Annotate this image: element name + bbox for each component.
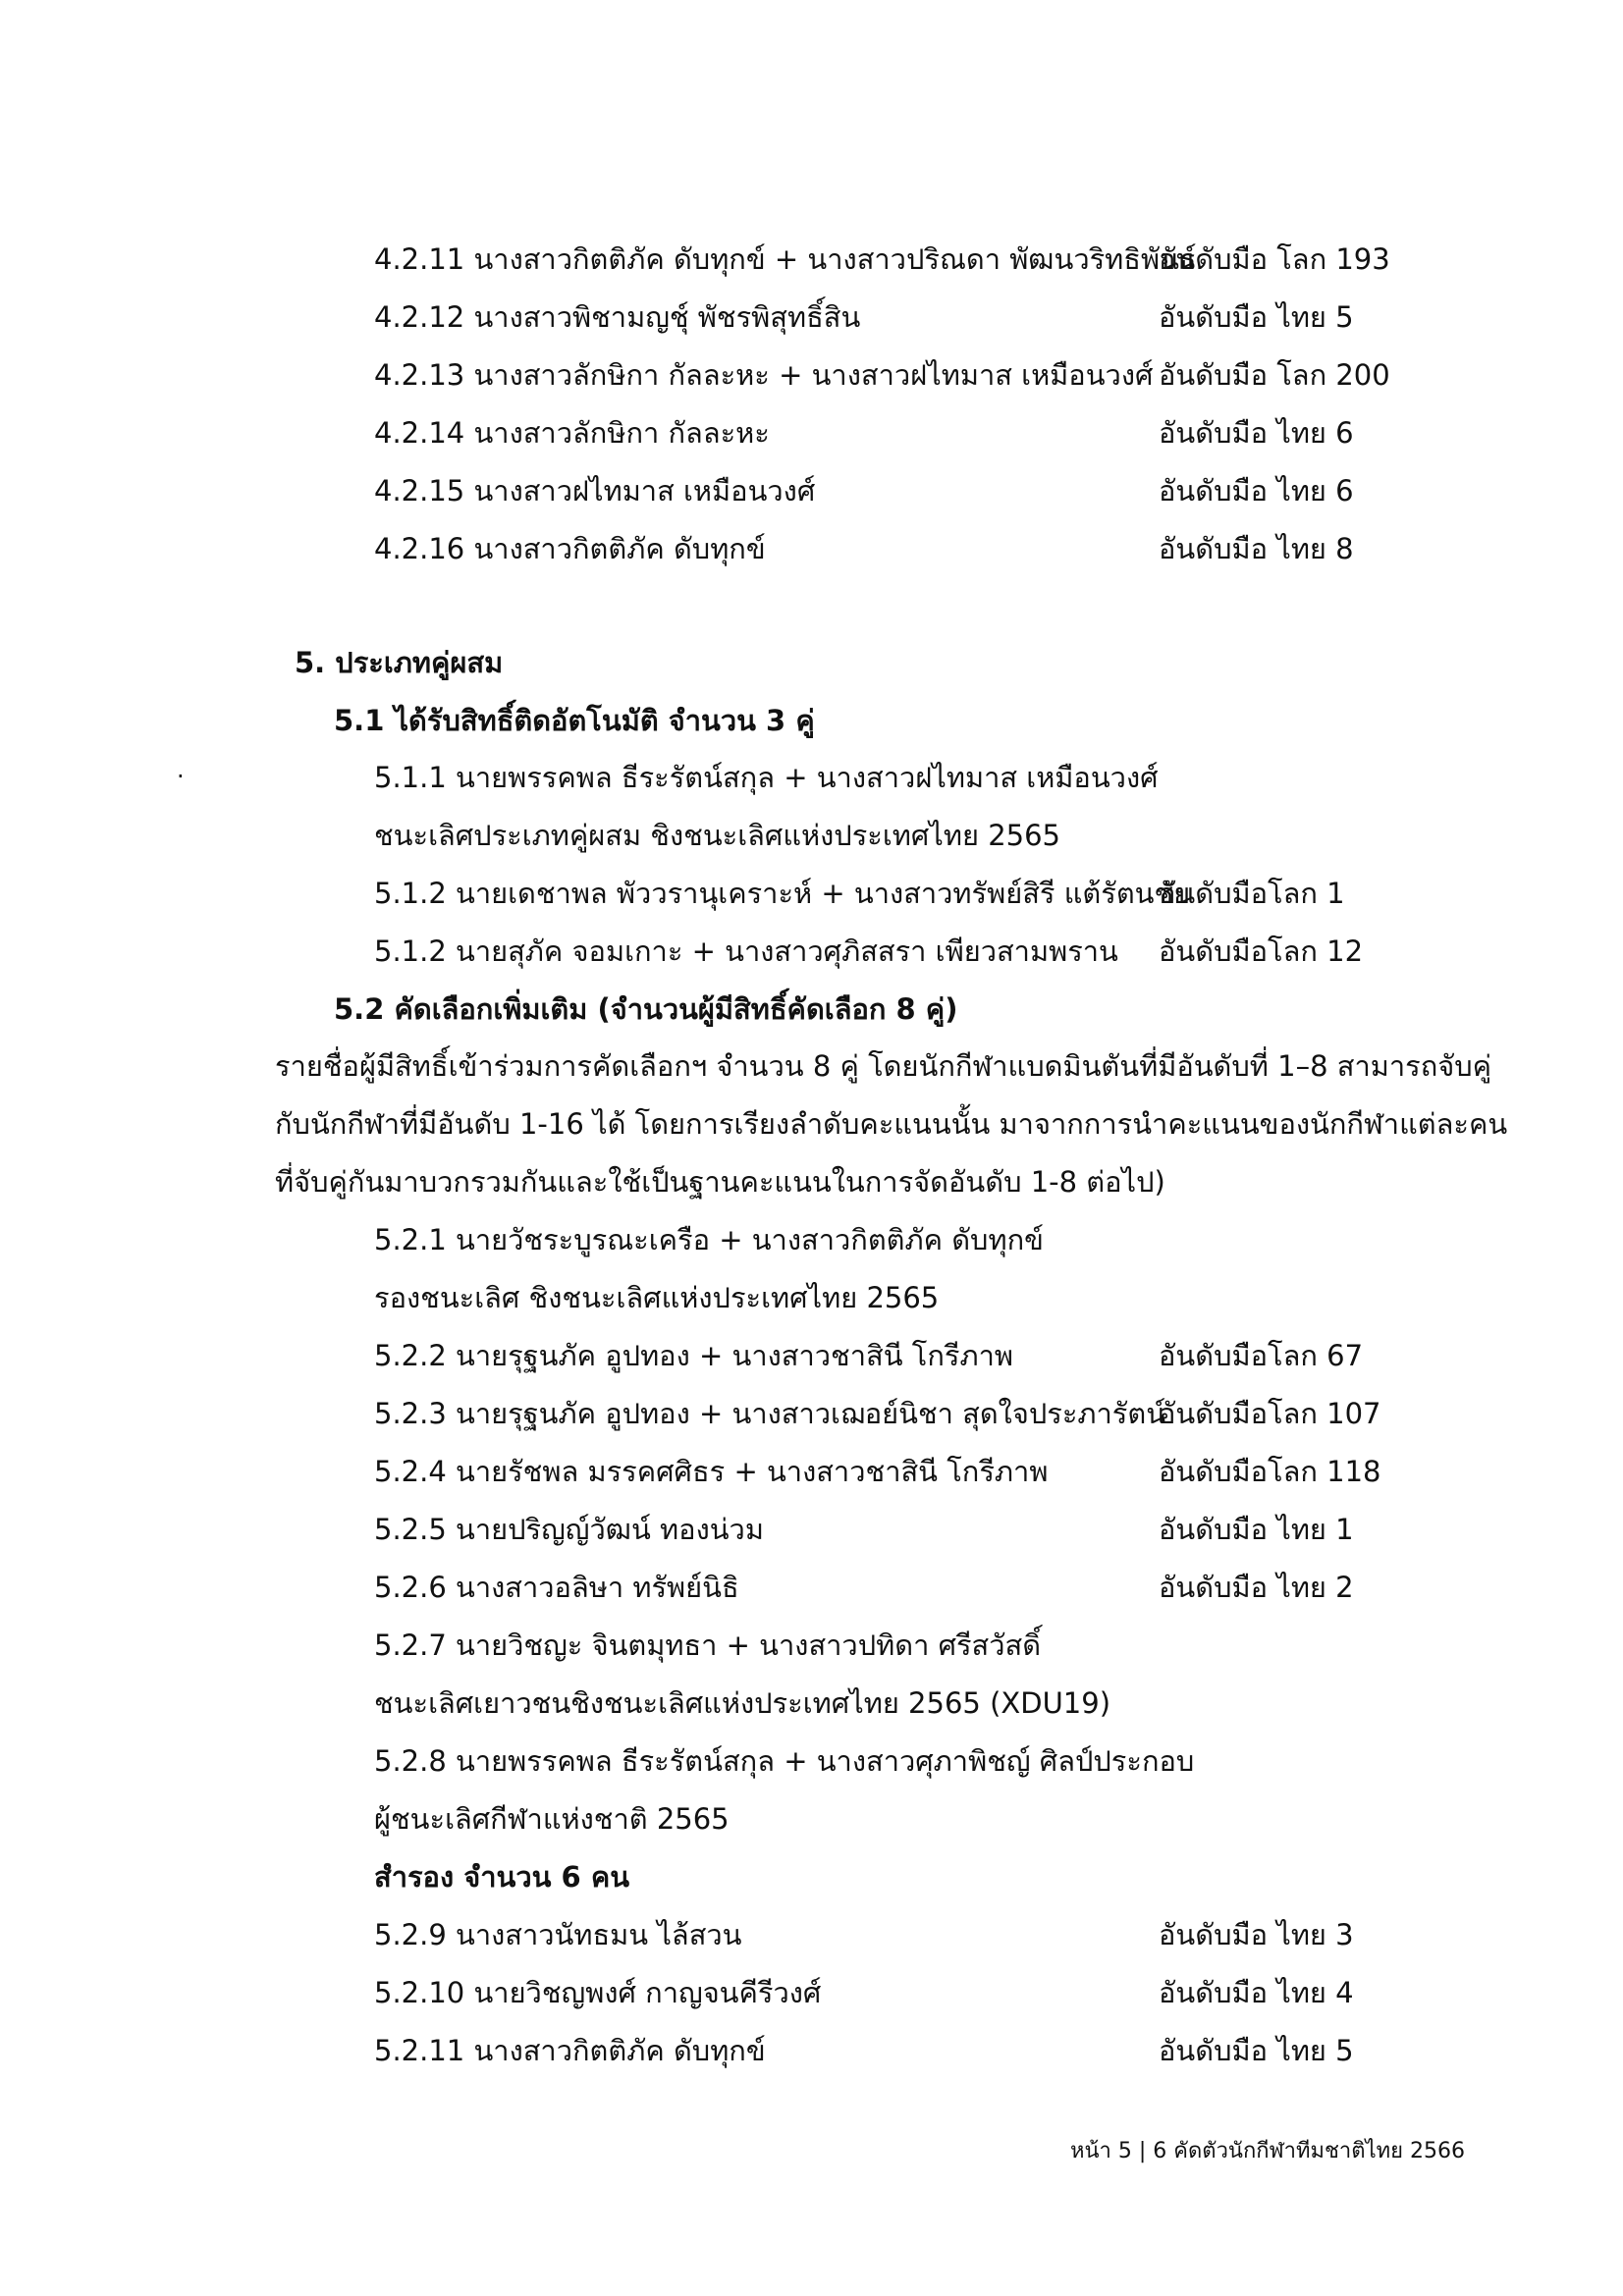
item-line: รองชนะเลิศ ชิงชนะเลิศแห่งประเทศไทย 2565 [374, 1281, 940, 1314]
page-footer: หน้า 5 | 6 คัดตัวนักกีฬาทีมชาติไทย 2566 [1070, 2139, 1466, 2163]
row-name: 5.2.4 นายรัชพล มรรคศศิธร + นางสาวชาสินี โกรีภาพ [374, 1455, 1049, 1488]
row-rank: อันดับมือโลก 118 [1159, 1455, 1381, 1488]
row-name: 5.2.2 นายรุฐนภัค อูปทอง + นางสาวชาสินี โกรีภาพ [374, 1339, 1013, 1372]
row-rank: อันดับมือ โลก 193 [1159, 242, 1390, 276]
row-name: 4.2.15 นางสาวฝไทมาส เหมือนวงศ์ [374, 474, 816, 507]
row-rank: อันดับมือ ไทย 2 [1159, 1571, 1354, 1604]
item-line: 5.2.8 นายพรรคพล ธีระรัตน์สกุล + นางสาวศุภาพิชญ์ ศิลป์ประกอบ [374, 1744, 1195, 1778]
row-rank: อันดับมือ โลก 200 [1159, 358, 1390, 392]
row-rank: อันดับมือ ไทย 6 [1159, 474, 1354, 507]
section-heading: 5. ประเภทคู่ผสม [295, 646, 504, 679]
paragraph-line: รายชื่อผู้มีสิทธิ์เข้าร่วมการคัดเลือกฯ จำนวน 8 คู่ โดยนักกีฬาแบดมินตันที่มีอันดับที่ 1–8 สามารถจับคู่ [275, 1049, 1492, 1083]
stray-mark: . [177, 756, 185, 783]
paragraph-line: ที่จับคู่กันมาบวกรวมกันและใช้เป็นฐานคะแนนในการจัดอันดับ 1-8 ต่อไป) [275, 1165, 1165, 1199]
row-name: 5.2.6 นางสาวอลิษา ทรัพย์นิธิ [374, 1571, 739, 1604]
row-rank: อันดับมือ ไทย 3 [1159, 1918, 1354, 1951]
item-line: 5.2.7 นายวิชญะ จินตมุทธา + นางสาวปทิดา ศรีสวัสดิ์ [374, 1629, 1042, 1662]
paragraph-line: กับนักกีฬาที่มีอันดับ 1-16 ได้ โดยการเรียงลำดับคะแนนนั้น มาจากการนำคะแนนของนักกีฬาแต่ละคน [275, 1107, 1508, 1141]
row-name: 4.2.11 นางสาวกิตติภัค ดับทุกข์ + นางสาวปริณดา พัฒนวริทธิพันธ์ [374, 242, 1197, 276]
row-name: 4.2.16 นางสาวกิตติภัค ดับทุกข์ [374, 532, 766, 565]
subsection-heading: 5.1 ได้รับสิทธิ์ติดอัตโนมัติ จำนวน 3 คู่ [334, 704, 815, 737]
row-rank: อันดับมือโลก 67 [1159, 1339, 1364, 1372]
row-name: 5.2.9 นางสาวนัทธมน ไล้สวน [374, 1918, 742, 1951]
item-line: ชนะเลิศประเภทคู่ผสม ชิงชนะเลิศแห่งประเทศไทย 2565 [374, 819, 1061, 852]
row-rank: อันดับมือ ไทย 5 [1159, 300, 1354, 334]
item-line: 5.2.1 นายวัชระบูรณะเครือ + นางสาวกิตติภัค ดับทุกข์ [374, 1223, 1044, 1256]
row-name: 4.2.13 นางสาวลักษิกา กัลละหะ + นางสาวฝไทมาส เหมือนวงศ์ [374, 358, 1154, 392]
row-rank: อันดับมือ ไทย 6 [1159, 416, 1354, 450]
row-name: 4.2.12 นางสาวพิชามญชุ์ พัชรพิสุทธิ์สิน [374, 300, 861, 334]
row-rank: อันดับมือ ไทย 8 [1159, 532, 1354, 565]
row-name: 5.2.11 นางสาวกิตติภัค ดับทุกข์ [374, 2034, 766, 2067]
row-rank: อันดับมือ ไทย 4 [1159, 1976, 1354, 2009]
row-name: 5.1.2 นายเดชาพล พัววรานุเคราะห์ + นางสาวทรัพย์สิรี แต้รัตนชัย [374, 877, 1191, 910]
row-rank: อันดับมือ ไทย 1 [1159, 1513, 1354, 1546]
row-name: 5.1.2 นายสุภัค จอมเกาะ + นางสาวศุภิสสรา เพียวสามพราน [374, 934, 1118, 968]
row-name: 5.2.3 นายรุฐนภัค อูปทอง + นางสาวเฌอย์นิชา สุดใจประภารัตน์ [374, 1397, 1166, 1430]
item-line: ชนะเลิศเยาวชนชิงชนะเลิศแห่งประเทศไทย 2565 (XDU19) [374, 1686, 1111, 1720]
item-line: ผู้ชนะเลิศกีฬาแห่งชาติ 2565 [374, 1802, 730, 1836]
row-name: 5.2.10 นายวิชญพงศ์ กาญจนคีรีวงศ์ [374, 1976, 822, 2009]
row-rank: อันดับมือ ไทย 5 [1159, 2034, 1354, 2067]
subsection-heading: 5.2 คัดเลือกเพิ่มเติม (จำนวนผู้มีสิทธิ์คัดเลือก 8 คู่) [334, 992, 958, 1026]
reserve-heading: สำรอง จำนวน 6 คน [374, 1860, 630, 1894]
row-name: 4.2.14 นางสาวลักษิกา กัลละหะ [374, 416, 770, 450]
item-line: 5.1.1 นายพรรคพล ธีระรัตน์สกุล + นางสาวฝไทมาส เหมือนวงศ์ [374, 761, 1159, 794]
row-rank: อันดับมือโลก 12 [1159, 934, 1364, 968]
row-rank: อันดับมือโลก 1 [1159, 877, 1345, 910]
row-rank: อันดับมือโลก 107 [1159, 1397, 1381, 1430]
row-name: 5.2.5 นายปริญญ์วัฒน์ ทองน่วม [374, 1513, 764, 1546]
